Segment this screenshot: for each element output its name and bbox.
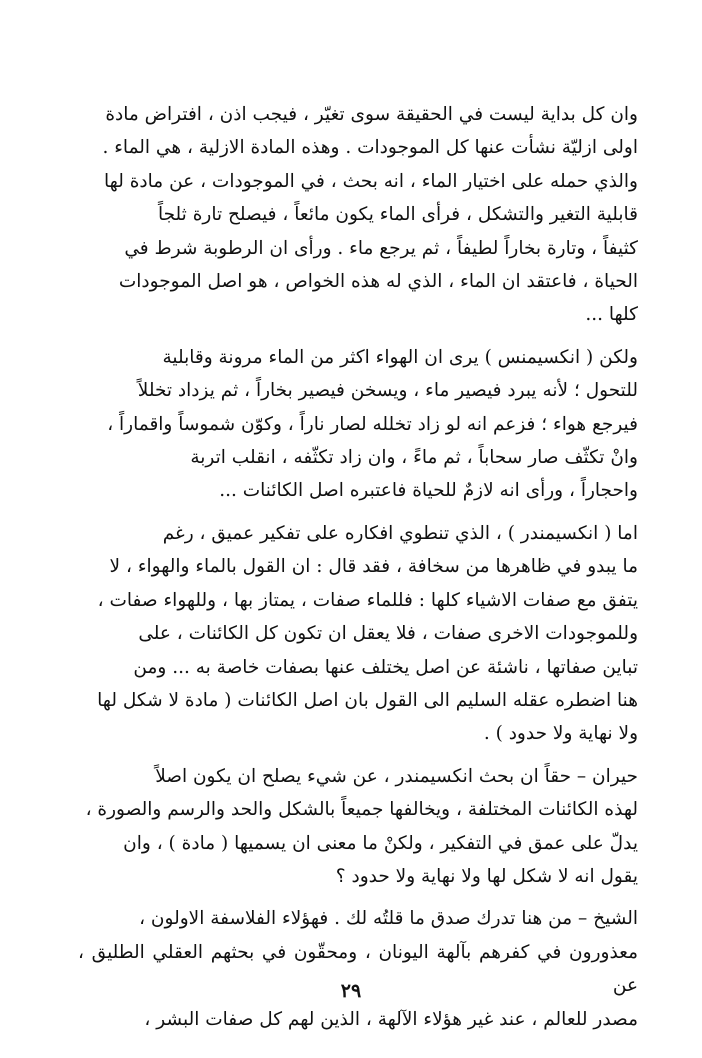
paragraph-water-origin: وان كل بداية ليست في الحقيقة سوى تغيّر ، فيجب اذن ، افتراض مادة اولى ازليّة نشأت عنها كل الموجودات . وهذه المادة الازلية ، هي الماء . والذي حمله على اختيار الماء ، انه بحث ، في الموجودات ، عن مادة لها قابلية التغير والتشكل ، فرأى الماء يكون مائعاً ، فيصلح تارة ثلجاً كثيفاً ، وتارة بخاراً لطيفاً ، ثم يرجع ماء . ورأى ان الرطوبة شرط في الحياة ، فاعتقد ان الماء ، الذي له هذه الخواص ، هو اصل الموجودات كلها ... <box>102 104 638 326</box>
body-text <box>78 98 638 1036</box>
paragraph-hayran-dialogue: حيران – حقاً ان بحث انكسيمندر ، عن شيء يصلح ان يكون اصلاً لهذه الكائنات المختلفة ، ويخالفها جميعاً بالشكل والحد والرسم والصورة ، يدلّ على عمق في التفكير ، ولكنْ ما معنى ان يسميها ( مادة ) ، وان يقول انه لا شكل لها ولا نهاية ولا حدود ؟ <box>85 765 638 887</box>
page-number: ٢٩ <box>340 980 362 1002</box>
paragraph-anaximander: اما ( انكسيمندر ) ، الذي تنطوي افكاره على تفكير عميق ، رغم ما يبدو في ظاهرها من سخافة ، فقد قال : ان القول بالماء والهواء ، لا يتفق مع صفات الاشياء كلها : فللماء صفات ، يمتاز بها ، وللهواء صفات ، وللموجودات الاخرى صفات ، فلا يعقل ان تكون كل الكائنات ، على تباين صفاتها ، ناشئة عن اصل يختلف عنها بصفات خاصة به ... ومن هنا اضطره عقله السليم الى القول بان اصل الكائنات ( مادة لا شكل لها ولا نهاية ولا حدود ) . <box>97 522 638 745</box>
paragraph-anaximenes-air: ولكن ( انكسيمنس ) يرى ان الهواء اكثر من الماء مرونة وقابلية للتحول ؛ لأنه يبرد فيصير ماء ، ويسخن فيصير بخاراً ، ثم يزداد تخللاً فيرجع هواء ؛ فزعم انه لو زاد تخلله لصار ناراً ، وكوّن شموساً واقماراً ، وانْ تكثّف صار سحاباً ، ثم ماءً ، وان زاد تكثّفه ، انقلب اتربة واحجاراً ، ورأى انه لازمٌ للحياة فاعتبره اصل الكائنات ... <box>107 346 638 502</box>
paragraph-sheikh-dialogue: الشيخ – من هنا تدرك صدق ما قلتُه لك . فهؤلاء الفلاسفة الاولون ، معذورون في كفرهم بآلهة اليونان ، ومحقّون في بحثهم العقلي الطليق ، عن مصدر للعالم ، عند غير هؤلاء الآلهة ، الذين لهم كل صفات البشر ، <box>78 908 638 1030</box>
